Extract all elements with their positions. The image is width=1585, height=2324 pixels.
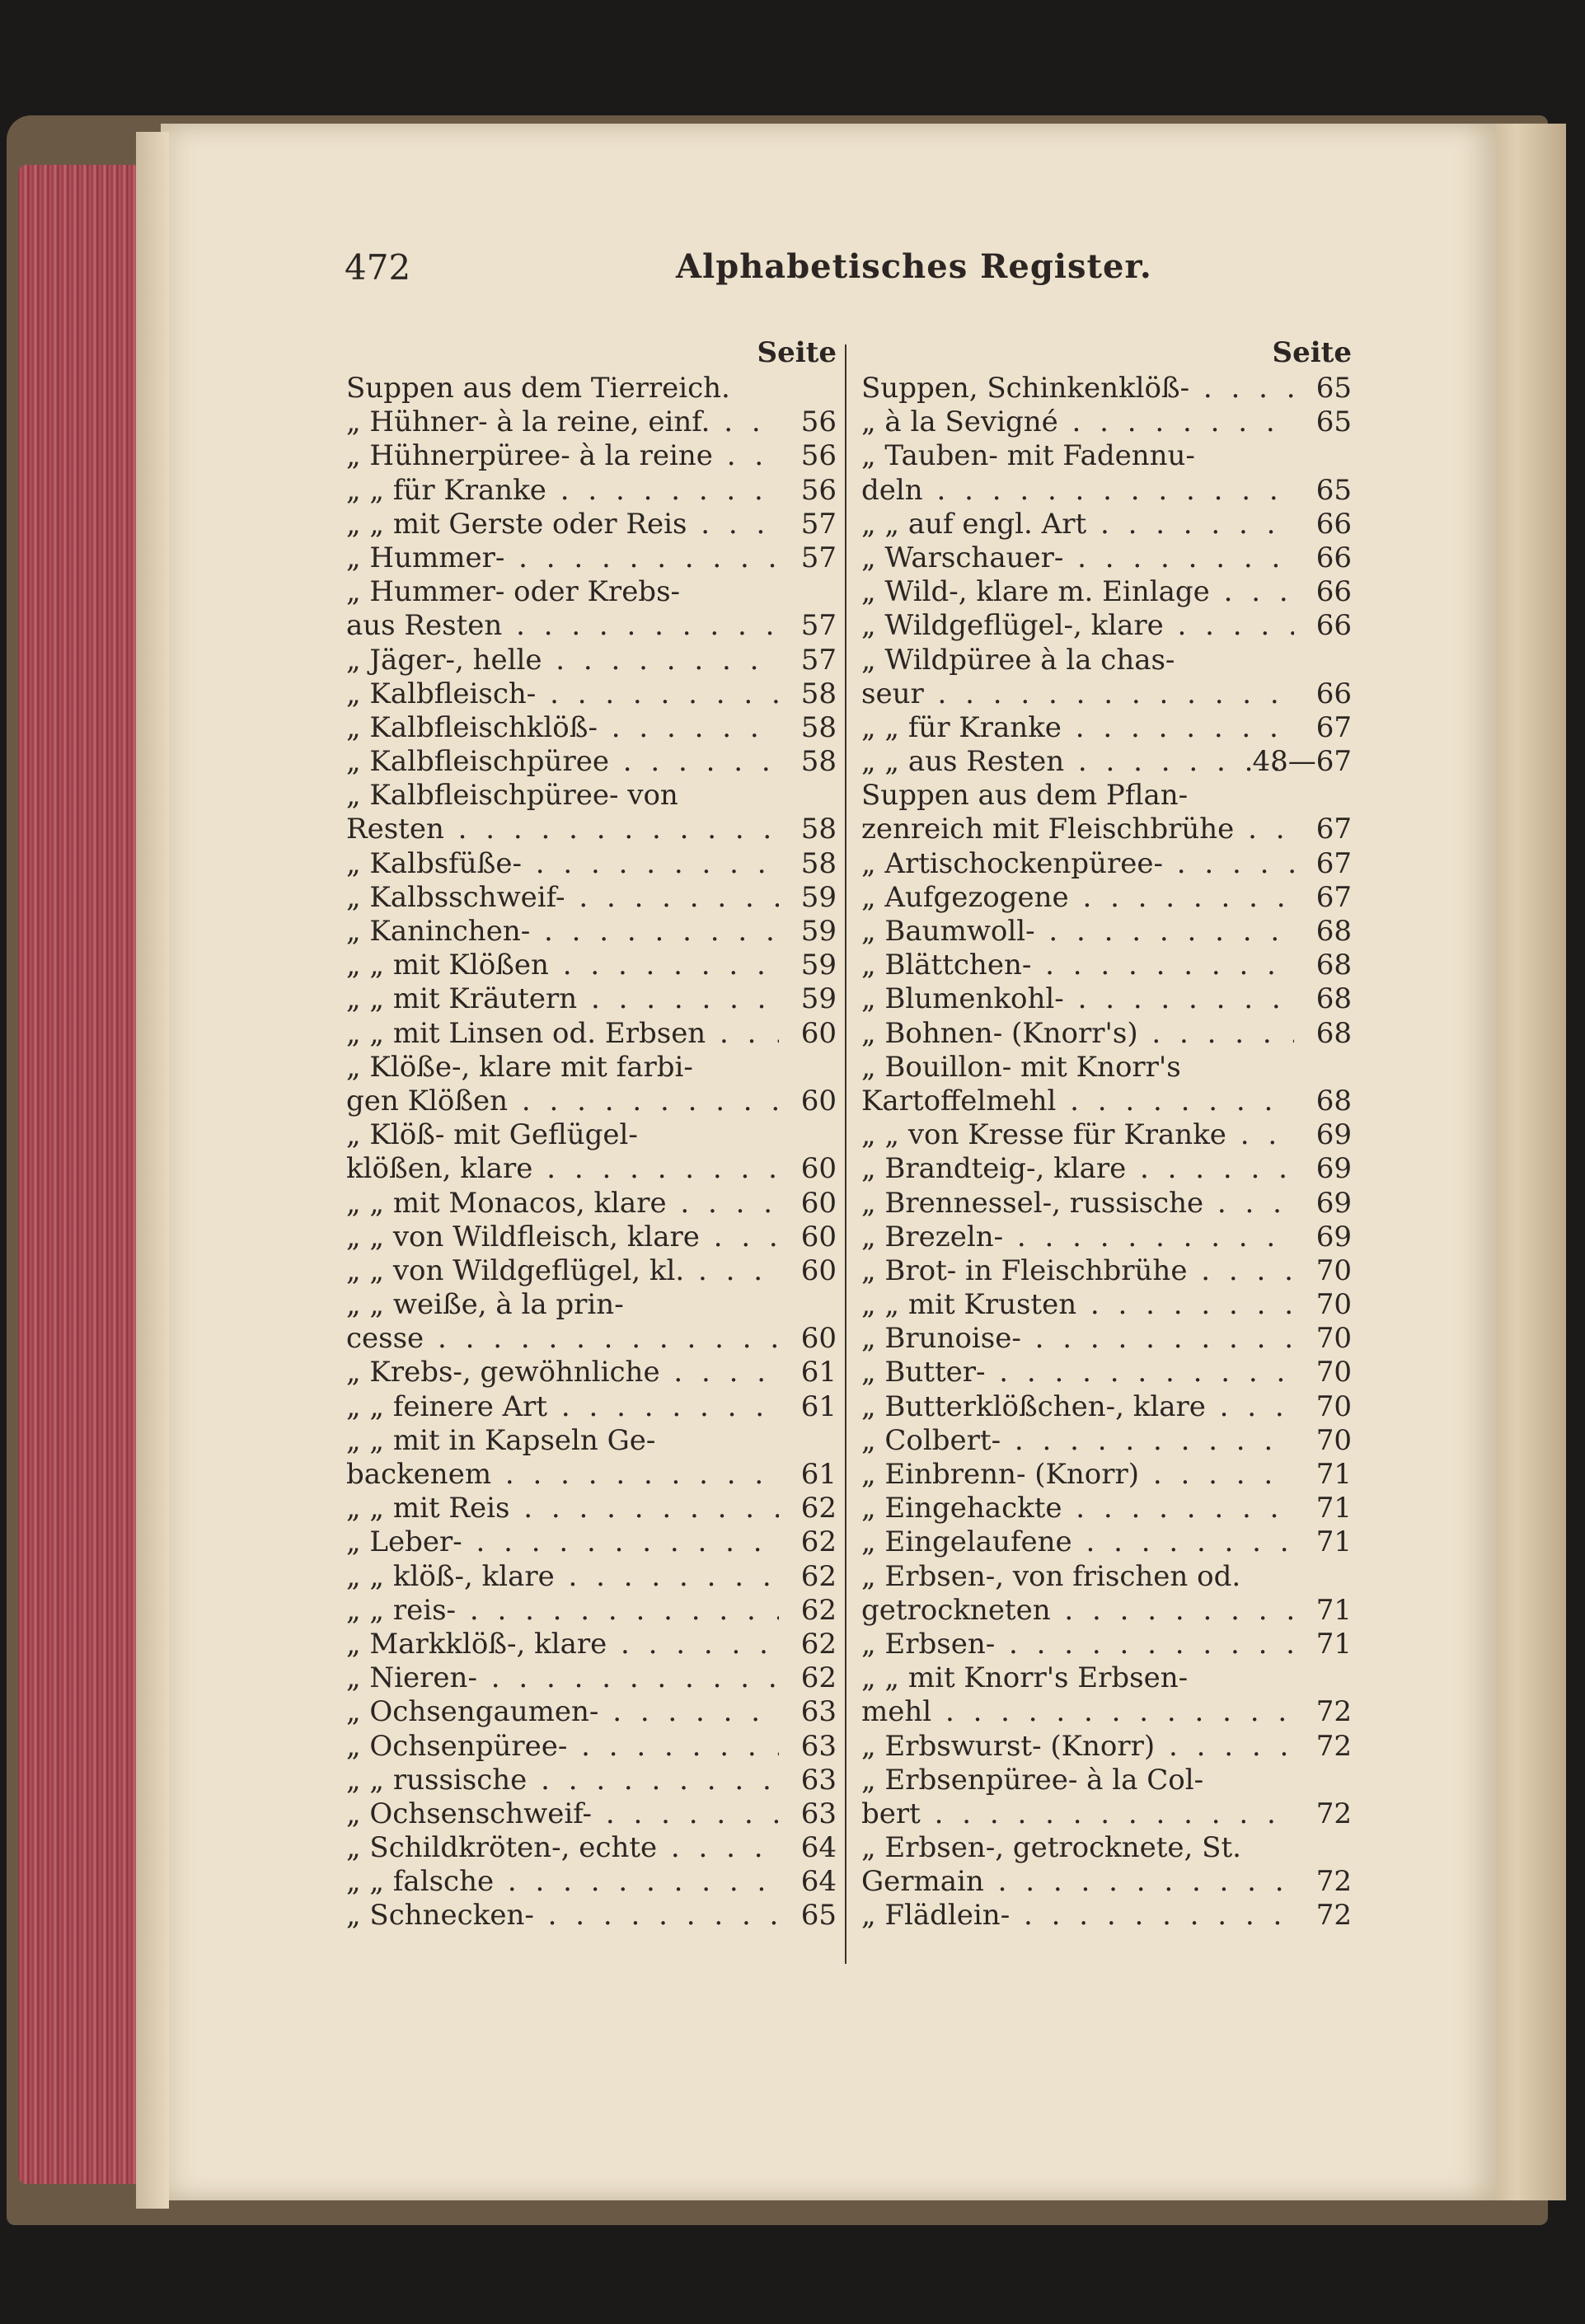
register-entry [861,575,1352,609]
entry-text: „ Baumwoll- . . . [861,915,1294,949]
entry-text: „ Brot- in Fleischbrühe . . . [861,1254,1294,1288]
register-entry [346,1661,837,1695]
entry-page: 64 [800,1831,837,1865]
entry-page: 62 [800,1661,837,1695]
register-entry [861,1424,1352,1458]
entry-text: „ à la Sevigné . . . [861,405,1294,439]
entry-page: 67 [1315,813,1352,846]
entry-text: „ Wild-, klare m. Einlage . . . [861,575,1294,609]
entry-page: 66 [1315,609,1352,643]
register-entry [861,1865,1352,1899]
entry-text: „ Wildpüree à la chas- [861,643,1175,677]
register-entry [346,439,837,473]
entry-text: „ Brandteig-, klare . . . [861,1152,1294,1186]
facing-page [1484,124,1566,2200]
register-entry [861,982,1352,1016]
right-column-header: Seite [1272,336,1352,369]
entry-page: 57 [800,643,837,677]
entry-text: Suppen aus dem Tierreich. [346,372,730,405]
entry-page: 59 [800,949,837,982]
entry-text: cesse . . . [346,1322,779,1356]
register-entry [861,779,1352,813]
register-entry [861,1221,1352,1254]
register-entry [861,1831,1352,1865]
page-title: Alphabetisches Register. [676,247,1152,286]
entry-page: 59 [800,915,837,948]
register-entry [346,813,837,846]
entry-page: 62 [800,1627,837,1661]
page-number: 472 [345,247,411,288]
register-entry [861,847,1352,881]
entry-page: 57 [800,507,837,541]
entry-page: 65 [1315,473,1352,507]
entry-text: gen Klößen . . . [346,1085,779,1118]
page-edges [18,165,142,2184]
register-entry [346,1764,837,1797]
register-entry [346,949,837,982]
entry-text: getrockneten . . . [861,1594,1294,1628]
entry-page: 58 [800,710,837,744]
entry-page: 66 [1315,575,1352,609]
entry-text: „ „ mit Linsen od. Erbsen . . . [346,1017,779,1051]
entry-page: 60 [800,1152,837,1186]
entry-text: „ Colbert- . . . [861,1424,1294,1458]
register-entry [346,847,837,881]
register-entry [861,1288,1352,1322]
entry-text: Resten . . . [346,813,779,846]
entry-page: 64 [800,1865,837,1899]
register-entry [861,644,1352,677]
register-entry [346,1118,837,1152]
entry-page: 68 [1315,1016,1352,1050]
register-entry [346,1594,837,1628]
entry-page: 61 [800,1389,837,1423]
entry-page: 60 [800,1186,837,1220]
entry-page: 72 [1315,1797,1352,1830]
register-entry [346,881,837,915]
entry-text: „ Leber- . . . [346,1525,779,1559]
entry-page: 71 [1315,1458,1352,1491]
entry-text: „ „ mit Klößen . . . [346,949,779,982]
entry-text: „ Hummer- oder Krebs- [346,575,681,609]
entry-text: „ „ mit Monacos, klare . . . [346,1187,779,1221]
entry-page: 70 [1315,1389,1352,1423]
register-entry [346,1221,837,1254]
entry-page: 72 [1315,1695,1352,1729]
entry-text: Kartoffelmehl . . . [861,1085,1294,1118]
entry-page: 71 [1315,1593,1352,1627]
register-entry [861,474,1352,508]
register-entry [861,1661,1352,1695]
entry-text: „ Kalbfleischklöß- . . . [346,711,779,745]
entry-text: „ Krebs-, gewöhnliche . . . [346,1356,779,1389]
register-entry [861,1560,1352,1594]
entry-page: 56 [800,473,837,507]
entry-text: backenem . . . [346,1458,779,1492]
entry-page: 70 [1315,1253,1352,1287]
register-entry [346,745,837,779]
register-entry [861,1764,1352,1797]
register-entry [861,1525,1352,1559]
register-entry [861,1492,1352,1525]
register-entry [861,1458,1352,1492]
entry-text: „ Bohnen- (Knorr's) . . . [861,1017,1294,1051]
entry-text: Suppen, Schinkenklöß- . . . [861,372,1294,405]
register-entry [346,1797,837,1831]
register-entry [346,1288,837,1322]
register-entry [346,1831,837,1865]
entry-text: „ „ aus Resten . . . [861,745,1294,779]
register-entry [346,779,837,813]
register-entry [346,1458,837,1492]
register-entry [346,1525,837,1559]
register-entry [861,508,1352,541]
entry-text: „ „ feinere Art . . . [346,1390,779,1424]
entry-text: „ Kalbfleischpüree . . . [346,745,779,779]
register-entry [346,1187,837,1221]
register-entry [861,1695,1352,1729]
register-entry [861,1017,1352,1051]
entry-page: 63 [800,1797,837,1830]
register-entry [861,745,1352,779]
register-entry [861,1390,1352,1424]
entry-text: „ Schnecken- . . . [346,1899,779,1933]
entry-text: „ Klöße-, klare mit farbi- [346,1050,693,1084]
entry-text: „ Ochsenschweif- . . . [346,1797,779,1831]
entry-text: „ „ von Wildgeflügel, kl. . . . [346,1254,779,1288]
entry-text: „ Markklöß-, klare . . . [346,1628,779,1661]
register-entry [346,677,837,711]
entry-text: „ Schildkröten-, echte . . . [346,1831,779,1865]
entry-page: 67 [1315,880,1352,914]
entry-page: 70 [1315,1423,1352,1457]
register-entry [861,949,1352,982]
entry-page: 58 [800,677,837,710]
entry-page: 66 [1315,507,1352,541]
register-entry [861,1730,1352,1764]
register-entry [346,1628,837,1661]
entry-text: „ Brunoise- . . . [861,1322,1294,1356]
register-entry [346,1492,837,1525]
register-entry [346,372,837,405]
entry-text: „ Flädlein- . . . [861,1899,1294,1933]
register-entry [346,1390,837,1424]
register-entry [861,881,1352,915]
entry-text: „ Blättchen- . . . [861,949,1294,982]
entry-text: „ „ für Kranke . . . [861,711,1294,745]
register-entry [346,1017,837,1051]
register-entry [346,405,837,439]
right-column [861,334,1352,1933]
register-entry [861,1254,1352,1288]
register-entry [346,1051,837,1085]
entry-page: 70 [1315,1356,1352,1389]
entry-text: „ Nieren- . . . [346,1661,779,1695]
register-entry [861,372,1352,405]
register-entry [346,1356,837,1389]
entry-page: 60 [800,1220,837,1253]
entry-page: 65 [1315,372,1352,405]
entry-text: „ Aufgezogene . . . [861,881,1294,915]
entry-text: „ Hühnerpüree- à la reine . . . [346,439,779,473]
register-entry [861,405,1352,439]
entry-page: 71 [1315,1525,1352,1559]
entry-page: 62 [800,1593,837,1627]
entry-text: „ Ochsenpüree- . . . [346,1730,779,1764]
register-entry [861,1152,1352,1186]
entry-text: bert . . . [861,1797,1294,1831]
register-entry [861,541,1352,575]
register-entry [346,644,837,677]
entry-page: 57 [800,541,837,574]
entry-text: „ „ für Kranke . . . [346,474,779,508]
entry-text: „ „ falsche . . . [346,1865,779,1899]
register-entry [861,439,1352,473]
entry-text: „ Butter- . . . [861,1356,1294,1389]
entry-page: 66 [1315,541,1352,574]
entry-page: 68 [1315,982,1352,1016]
entry-text: „ „ mit Krusten . . . [861,1288,1294,1322]
entry-page: 60 [800,1016,837,1050]
entry-text: „ Erbsen-, von frischen od. [861,1559,1241,1593]
entry-text: Germain . . . [861,1865,1294,1899]
entry-text: „ „ auf engl. Art . . . [861,508,1294,541]
entry-page: 58 [800,846,837,880]
entry-text: „ Kalbfleisch- . . . [346,677,779,711]
register-entry [346,1424,837,1458]
entry-text: „ Butterklößchen-, klare . . . [861,1390,1294,1424]
left-entries [346,372,837,1933]
register-entry [861,1187,1352,1221]
entry-text: „ Eingelaufene . . . [861,1525,1294,1559]
entry-page: 72 [1315,1865,1352,1899]
entry-page: 71 [1315,1492,1352,1525]
entry-page: 66 [1315,677,1352,710]
entry-page: 69 [1315,1118,1352,1152]
entry-page: 67 [1315,710,1352,744]
entry-page: 60 [800,1084,837,1117]
entry-text: klößen, klare . . . [346,1152,779,1186]
entry-page: 71 [1315,1627,1352,1661]
entry-text: „ Einbrenn- (Knorr) . . . [861,1458,1294,1492]
entry-text: „ Tauben- mit Fadennu- [861,439,1195,473]
register-entry [346,1322,837,1356]
register-entry [861,1085,1352,1118]
register-entry [346,1899,837,1933]
register-entry [346,915,837,949]
entry-text: „ „ mit in Kapseln Ge- [346,1423,656,1457]
entry-page: 72 [1315,1729,1352,1763]
entry-text: „ „ mit Gerste oder Reis . . . [346,508,779,541]
entry-page: 62 [800,1525,837,1559]
entry-text: „ Erbswurst- (Knorr) . . . [861,1730,1294,1764]
register-entry [861,711,1352,745]
binding-gutter [136,132,169,2209]
entry-page: 56 [800,405,837,439]
register-entry [346,1695,837,1729]
entry-text: „ Wildgeflügel-, klare . . . [861,609,1294,643]
entry-text: „ Hühner- à la reine, einf. . . . [346,405,779,439]
entry-text: zenreich mit Fleischbrühe . . . [861,813,1294,846]
entry-page: 57 [800,609,837,643]
register-entry [346,1560,837,1594]
entry-text: „ Kalbsschweif- . . . [346,881,779,915]
entry-text: „ Jäger-, helle . . . [346,644,779,677]
register-entry [861,609,1352,643]
register-entry [346,982,837,1016]
entry-text: „ Hummer- . . . [346,541,779,575]
entry-text: „ „ reis- . . . [346,1594,779,1628]
left-column-header: Seite [757,336,837,369]
entry-page: 72 [1315,1899,1352,1933]
entry-text: „ „ mit Knorr's Erbsen- [861,1661,1189,1695]
register-entry [346,541,837,575]
entry-page: 60 [800,1253,837,1287]
entry-text: „ Bouillon- mit Knorr's [861,1050,1181,1084]
entry-text: „ Eingehackte . . . [861,1492,1294,1525]
entry-page: 65 [800,1899,837,1933]
entry-page: 70 [1315,1322,1352,1356]
entry-page: 68 [1315,915,1352,948]
register-entry [861,1322,1352,1356]
register-entry [861,1594,1352,1628]
register-entry [346,1152,837,1186]
entry-text: „ Artischockenpüree- . . . [861,847,1294,881]
entry-text: „ „ klöß-, klare . . . [346,1560,779,1594]
register-entry [861,1899,1352,1933]
entry-text: „ Kalbsfüße- . . . [346,847,779,881]
entry-text: „ „ von Wildfleisch, klare . . . [346,1221,779,1254]
entry-page: 68 [1315,949,1352,982]
column-divider [845,344,846,1964]
entry-text: „ Erbsen- . . . [861,1628,1294,1661]
entry-text: „ Erbsen-, getrocknete, St. [861,1831,1241,1865]
entry-page: 48—67 [1252,745,1352,779]
register-entry [861,677,1352,711]
entry-text: „ Kalbfleischpüree- von [346,779,678,813]
entry-text: „ Klöß- mit Geflügel- [346,1118,638,1152]
entry-page: 69 [1315,1152,1352,1186]
entry-text: „ Blumenkohl- . . . [861,982,1294,1016]
entry-page: 58 [800,745,837,779]
entry-page: 59 [800,982,837,1016]
left-column [346,334,837,1933]
entry-text: „ „ mit Kräutern . . . [346,982,779,1016]
entry-page: 70 [1315,1288,1352,1322]
entry-page: 62 [800,1492,837,1525]
register-entry [861,1356,1352,1389]
register-entry [861,1797,1352,1831]
register-entry [346,711,837,745]
entry-page: 65 [1315,405,1352,439]
entry-page: 69 [1315,1220,1352,1253]
register-entry [861,1051,1352,1085]
entry-page: 58 [800,813,837,846]
entry-text: mehl . . . [861,1695,1294,1729]
entry-text: Suppen aus dem Pflan- [861,779,1189,813]
register-entry [346,1254,837,1288]
entry-text: „ Erbsenpüree- à la Col- [861,1763,1204,1797]
entry-text: „ „ weiße, à la prin- [346,1288,624,1322]
entry-text: „ Brezeln- . . . [861,1221,1294,1254]
register-entry [861,915,1352,949]
entry-text: seur . . . [861,677,1294,711]
register-entry [346,575,837,609]
entry-text: deln . . . [861,474,1294,508]
entry-text: „ Kaninchen- . . . [346,915,779,949]
register-entry [346,474,837,508]
entry-page: 61 [800,1356,837,1389]
right-entries [861,372,1352,1933]
entry-text: „ „ mit Reis . . . [346,1492,779,1525]
entry-page: 62 [800,1559,837,1593]
entry-page: 67 [1315,846,1352,880]
entry-page: 56 [800,439,837,473]
entry-page: 60 [800,1322,837,1356]
register-entry [861,1118,1352,1152]
entry-text: „ Warschauer- . . . [861,541,1294,575]
register-entry [346,1085,837,1118]
entry-page: 63 [800,1695,837,1729]
entry-text: „ Ochsengaumen- . . . [346,1695,779,1729]
register-entry [346,1730,837,1764]
register-entry [346,508,837,541]
entry-page: 68 [1315,1084,1352,1117]
entry-page: 63 [800,1729,837,1763]
register-entry [861,1628,1352,1661]
entry-page: 69 [1315,1186,1352,1220]
register-entry [346,609,837,643]
entry-page: 59 [800,880,837,914]
register-entry [346,1865,837,1899]
entry-text: „ „ von Kresse für Kranke . . . [861,1118,1294,1152]
entry-text: „ „ russische . . . [346,1764,779,1797]
entry-page: 61 [800,1458,837,1491]
register-entry [861,813,1352,846]
entry-text: aus Resten . . . [346,609,779,643]
entry-page: 63 [800,1763,837,1797]
entry-text: „ Brennessel-, russische . . . [861,1187,1294,1221]
